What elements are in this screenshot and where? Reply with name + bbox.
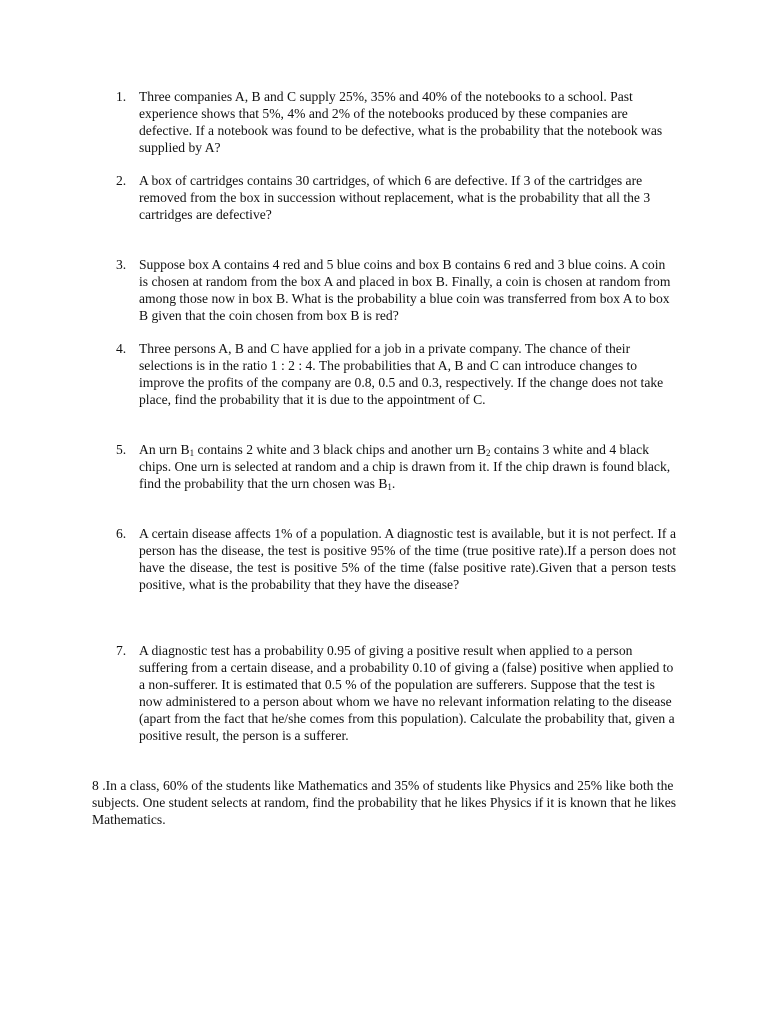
question-text: Three companies A, B and C supply 25%, 35% and 40% of the notebooks to a school. Past experience shows that 5%, 4% and 2% of the notebooks produced by these companies are defective. If a notebook was found to be defective, what is the probability that the notebook was supplied by A? <box>139 89 663 155</box>
question-number: 2. <box>116 173 127 188</box>
subscript: 2 <box>485 448 491 458</box>
question-text-part: . <box>391 476 396 491</box>
subscript: 1 <box>387 482 392 492</box>
subscript: 1 <box>189 448 195 458</box>
question-text-part: contains 3 white and 4 black chips. One urn is selected at random and a chip is drawn from it. If the chip drawn is found black, find the probability that the urn chosen was B <box>139 442 671 491</box>
question-text: Suppose box A contains 4 red and 5 blue coins and box B contains 6 red and 3 blue coins. A coin is chosen at random from the box A and placed in box B. Finally, a coin is chosen at random from among those now in box B. What is the probability a blue coin was transferred from box A to box B given that the coin chosen from box B is red? <box>139 257 671 323</box>
question-text: Three persons A, B and C have applied for a job in a private company. The chance of their selections is in the ratio 1 : 2 : 4. The probabilities that A, B and C can introduce changes to improve the profits of the company are 0.8, 0.5 and 0.3, respectively. If the change does not take place, find the probability that it is due to the appointment of C. <box>139 341 664 407</box>
question-number: 1. <box>116 89 127 104</box>
question-text-part: contains 2 white and 3 black chips and another urn B <box>194 442 486 457</box>
question-number: 3. <box>116 257 127 272</box>
question-text: A certain disease affects 1% of a population. A diagnostic test is available, but it is not perfect. If a person has the disease, the test is positive 95% of the time (true positive rate).If a person does not have the disease, the test is positive 5% of the time (false positive rate).Given that a person tests positive, what is the probability that they have the disease? <box>139 526 676 592</box>
question-8: 8 .In a class, 60% of the students like Mathematics and 35% of students like Physics and 25% like both the subjects. One student selects at random, find the probability that he likes Physics if it is known that he likes Mathematics. <box>92 778 677 827</box>
question-number: 5. <box>116 442 127 457</box>
question-number: 6. <box>116 526 127 541</box>
question-number: 7. <box>116 643 127 658</box>
question-text: A box of cartridges contains 30 cartridges, of which 6 are defective. If 3 of the cartridges are removed from the box in succession without replacement, what is the probability that all the 3 cartridges are defective? <box>139 173 651 222</box>
question-number: 4. <box>116 341 127 356</box>
question-text-part: An urn B <box>139 442 190 457</box>
question-text <box>139 441 676 492</box>
question-text: A diagnostic test has a probability 0.95 of giving a positive result when applied to a person suffering from a certain disease, and a probability 0.10 of giving a (false) positive when applied to a non-sufferer. It is estimated that 0.5 % of the population are sufferers. Suppose that the test is now administered to a person about whom we have no relevant information relating to the disease (apart from the fact that he/she comes from this population). Calculate the probability that, given a positive result, the person is a sufferer. <box>139 643 675 743</box>
